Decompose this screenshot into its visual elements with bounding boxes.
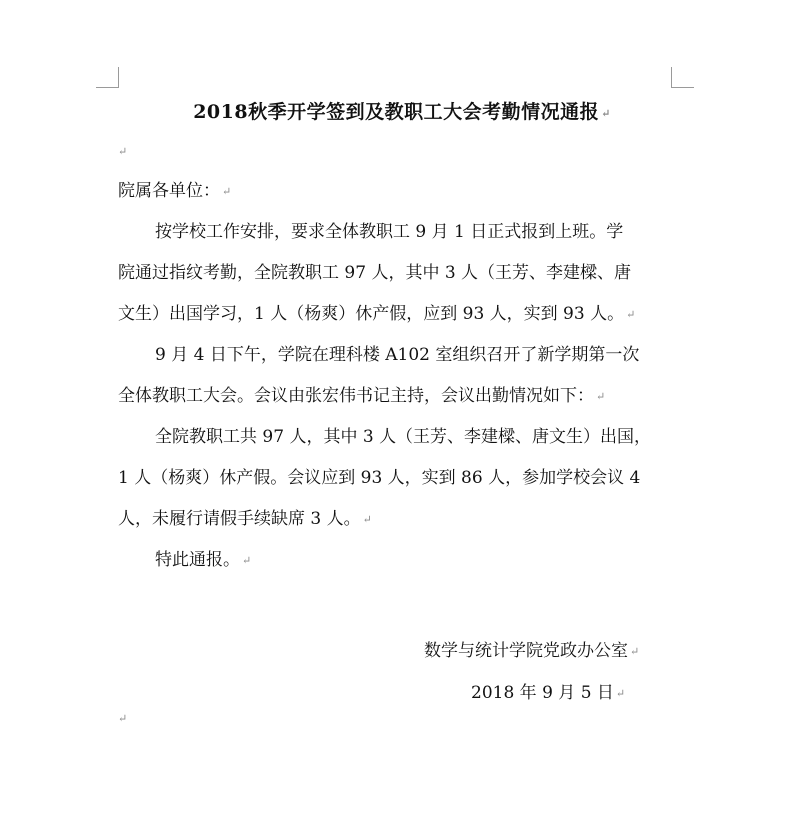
paragraph-line: 院通过指纹考勤，全院教职工 97 人，其中 3 人（王芳、李建樑、唐: [118, 263, 632, 283]
paragraph-mark-icon: ↵: [626, 308, 636, 321]
paragraph-mark-icon: ↵: [242, 554, 252, 567]
paragraph-mark-icon: ↵: [601, 107, 611, 120]
paragraph-line: 特此通报。 ↵: [155, 550, 252, 570]
paragraph-line: 1 人（杨爽）休产假。会议应到 93 人，实到 86 人，参加学校会议 4: [118, 468, 641, 488]
paragraph-mark-icon: ↵: [596, 390, 606, 403]
paragraph-mark-icon: ↵: [630, 645, 640, 658]
paragraph-line: 人，未履行请假手续缺席 3 人。 ↵: [118, 509, 372, 529]
paragraph-mark-icon: ↵: [615, 687, 626, 700]
paragraph-mark-icon: ↵: [118, 712, 128, 725]
document-body: [118, 95, 678, 581]
page-corner-mark-top-right: [671, 67, 694, 88]
paragraph-line: 文生）出国学习，1 人（杨爽）休产假，应到 93 人，实到 93 人。 ↵: [118, 304, 636, 324]
salutation: 院属各单位： ↵: [118, 181, 232, 201]
paragraph-line: 9 月 4 日下午，学院在理科楼 A102 室组织召开了新学期第一次: [155, 345, 640, 365]
empty-paragraph: [118, 131, 678, 171]
paragraph-line: 按学校工作安排，要求全体教职工 9 月 1 日正式报到上班。学: [155, 222, 624, 242]
signature-organization: 数学与统计学院党政办公室 ↵: [424, 641, 640, 661]
document-title: 2018秋季开学签到及教职工大会考勤情况通报 ↵: [193, 101, 611, 123]
paragraph-line: 全体教职工大会。会议由张宏伟书记主持，会议出勤情况如下： ↵: [118, 386, 606, 406]
paragraph-mark-icon: ↵: [222, 185, 232, 198]
paragraph-mark-icon: ↵: [362, 513, 372, 526]
paragraph-line: 全院教职工共 97 人，其中 3 人（王芳、李建樑、唐文生）出国，: [155, 427, 652, 447]
paragraph-mark-icon: ↵: [118, 145, 128, 158]
signature-date: 2018 年 9 月 5 日 ↵: [471, 683, 626, 703]
page-corner-mark-top-left: [96, 67, 119, 88]
